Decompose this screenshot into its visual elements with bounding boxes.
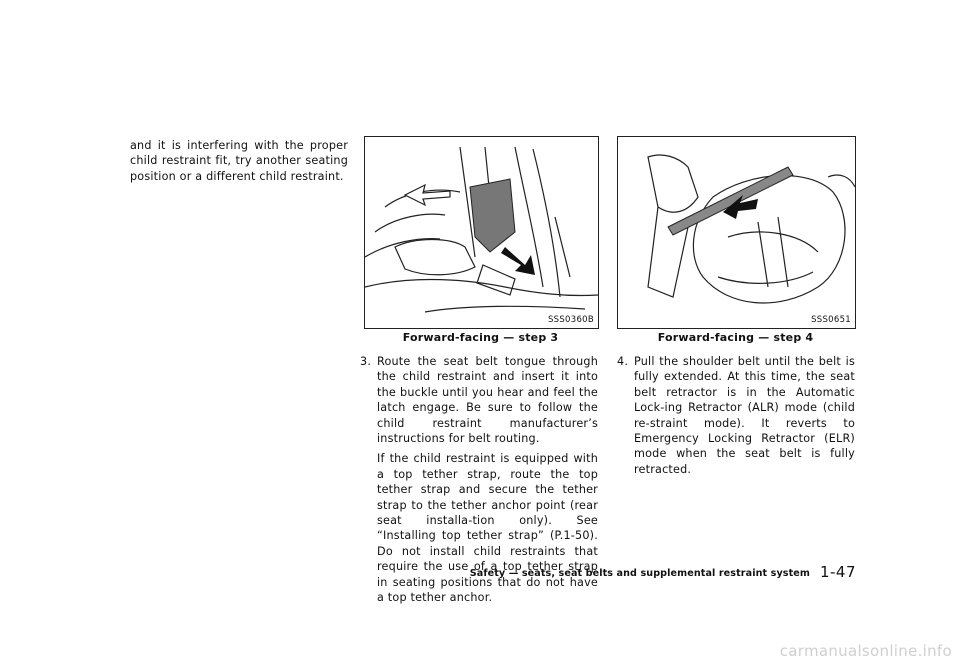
step-text: Route the seat belt tongue through the child restraint and insert it into the buckle until you hear and feel the latch engage. Be sure to follow the child restraint manufacturer’s instructions for belt routing. — [377, 355, 598, 446]
figure-caption: Forward-facing — step 3 — [402, 331, 559, 344]
step-text: Pull the shoulder belt until the belt is fully extended. At this time, the seat belt retractor is in the Automatic Lock-ing Retractor (ALR) mode (child re-straint mode). It reverts to Emergency Locking Retractor (ELR) mode when the seat belt is fully retracted. — [634, 355, 855, 476]
watermark: carmanualsonline.info — [779, 642, 952, 660]
step-number: 4. — [617, 355, 629, 368]
seat-belt-buckle-illustration — [365, 137, 598, 328]
section-title: Safety — seats, seat belts and supplemental restraint system — [469, 568, 810, 579]
shoulder-belt-illustration — [618, 137, 855, 328]
step-3-paragraph — [360, 354, 598, 446]
step-3-tether-paragraph: If the child restraint is equipped with a top tether strap, route the top tether strap and secure the tether strap to the tether anchor point (rear seat installa-tion only). See “Installing top tether strap” (P.1-50). Do not install child restraints that require the use of a top tether strap in seating positions that do not have a top tether anchor. — [377, 452, 598, 605]
figure-code: SSS0651 — [811, 315, 851, 325]
step-number: 3. — [360, 355, 372, 368]
page-footer — [469, 563, 856, 583]
continued-paragraph: and it is interfering with the proper child restraint fit, try another seating position or a different child restraint. — [130, 139, 348, 183]
figure-caption: Forward-facing — step 4 — [657, 331, 814, 344]
figure-code: SSS0360B — [547, 315, 594, 325]
step-4-paragraph — [617, 354, 855, 477]
page-number: 1-47 — [819, 563, 856, 581]
right-column — [617, 354, 855, 477]
left-column — [130, 138, 348, 184]
figure-step3 — [364, 136, 599, 329]
figure-step4 — [617, 136, 856, 329]
